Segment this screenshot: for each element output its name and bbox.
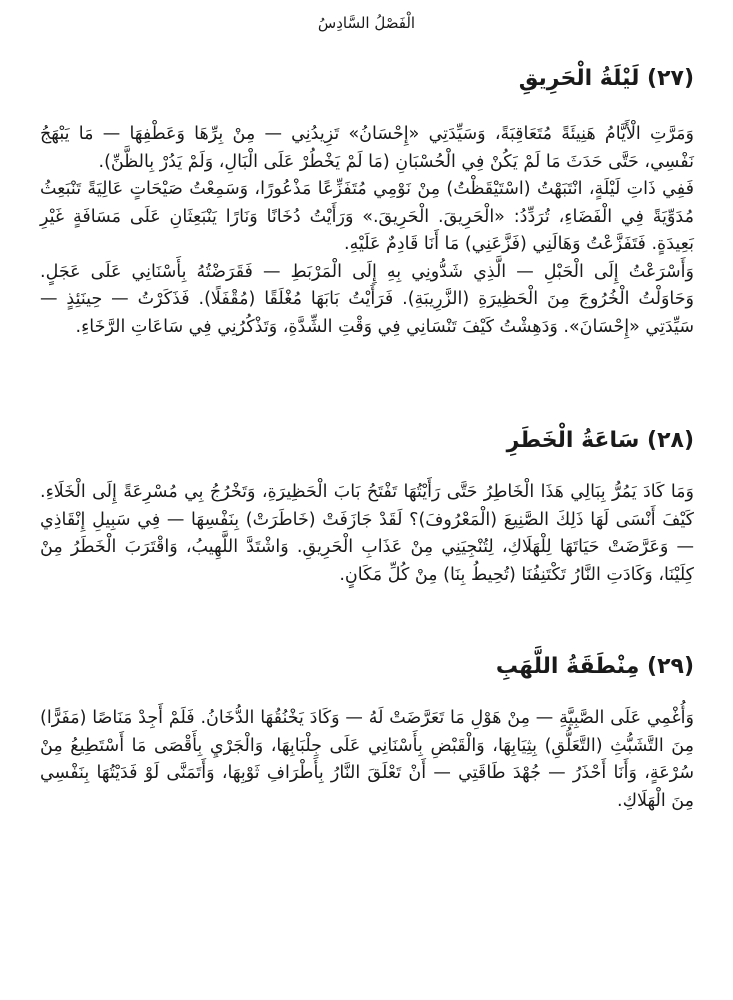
paragraph: فَفِي ذَاتِ لَيْلَةٍ، انْتَبَهْتُ (اسْتَيْقَظْتُ) مِنْ نَوْمِي مُتَفَزِّعًا مَذْعُورًا، وَسَمِعْتُ صَيْحَاتٍ عَالِيَةً تَنْبَعِثُ مُدَوِّيَةً فِي الْفَضَاءِ، تُرَدِّدُ: «الْحَرِيقَ. الْحَرِيقَ.» وَرَأَيْتُ دُخَانًا وَنَارًا يَنْبَعِثَانِ عَلَى مَسَافَةٍ غَيْرِ بَعِيدَةٍ. فَتَفَزَّعْتُ وَهَالَنِي (فَزَّعَنِي) مَا أَنَا قَادِمٌ عَلَيْهِ. [40, 179, 694, 254]
paragraph: وَأُغْمِي عَلَى الصَّبِيَّةِ — مِنْ هَوْلِ مَا تَعَرَّضَتْ لَهُ — وَكَادَ يَخْنُقُهَا الدُّخَانُ. فَلَمْ أَجِدْ مَنَاصًا (مَفَرًّا) مِنَ التَّشَبُّثِ (التَّعَلُّقِ) بِثِيَابِهَا، وَالْقَبْضِ بِأَسْنَانِي عَلَى جِلْبَابِهَا، وَالْجَرْيِ بِأَقْصَى مَا أَسْتَطِيعُ مِنْ سُرْعَةٍ، وَأَنَا أَحْذَرُ — جُهْدَ طَاقَتِي — أَنْ تَعْلَقَ النَّارُ بِأَطْرَافِ ثَوْبِهَا، وَأَتَمَنَّى لَوْ فَدَيْتُهَا بِنَفْسِي مِنَ الْهَلَاكِ. [40, 708, 694, 811]
section-28 [40, 426, 694, 589]
paragraph: وَمَرَّتِ الْأَيَّامُ هَنِيئَةً مُتَعَاقِبَةً، وَسَيِّدَتِي «إِحْسَانُ» تَزِيدُنِي — مِنْ بِرِّهَا وَعَطْفِهَا — مَا يَبْهَجُ نَفْسِي، حَتَّى حَدَثَ مَا لَمْ يَكُنْ فِي الْحُسْبَانِ (مَا لَمْ يَخْطُرْ عَلَى الْبَالِ، وَلَمْ يَدُرْ بِالظَّنِّ). [40, 124, 694, 172]
section-number: (٢٨) [647, 428, 694, 453]
section-number: (٢٧) [647, 66, 694, 91]
section-27 [40, 64, 694, 341]
section-heading [40, 652, 694, 682]
section-number: (٢٩) [647, 654, 694, 679]
section-title: سَاعَةُ الْخَطَرِ [506, 428, 640, 453]
section-title: لَيْلَةُ الْحَرِيقِ [518, 66, 640, 91]
chapter-header: الْفَصْلُ السَّادِسُ [317, 14, 416, 32]
paragraph: وَأَسْرَعْتُ إِلَى الْحَبْلِ — الَّذِي شَدُّونِي بِهِ إِلَى الْمَرْبَطِ — فَقَرَضْتُهُ بِأَسْنَانِي عَلَى عَجَلٍ. وَحَاوَلْتُ الْخُرُوجَ مِنَ الْحَظِيرَةِ (الزَّرِيبَةِ). فَرَأَيْتُ بَابَهَا مُغْلَقًا (مُقْفَلًا). فَذَكَرْتُ — حِينَئِذٍ — سَيِّدَتِي «إِحْسَانَ». وَدَهِشْتُ كَيْفَ تَنْسَانِي فِي وَقْتِ الشِّدَّةِ، وَتَذْكُرُنِي فِي سَاعَاتِ الرَّخَاءِ. [40, 261, 694, 337]
paragraph: وَمَا كَادَ يَمُرُّ بِبَالِي هَذَا الْخَاطِرُ حَتَّى رَأَيْتُهَا تَفْتَحُ بَابَ الْحَظِيرَةِ، وَتَخْرُجُ بِي مُسْرِعَةً إِلَى الْخَلَاءِ. كَيْفَ أَنْسَى لَهَا ذَلِكَ الصَّنِيعَ (الْمَعْرُوفَ)؟ لَقَدْ جَازَفَتْ (خَاطَرَتْ) بِنَفْسِهَا — فِي سَبِيلِ إِنْقَاذِي — وَعَرَّضَتْ حَيَاتَهَا لِلْهَلَاكِ، لِتُنْجِيَنِي مِنْ عَذَابِ الْحَرِيقِ. وَاشْتَدَّ اللَّهِيبُ، وَاقْتَرَبَ الْخَطَرُ مِنْ كِلَيْنَا، وَكَادَتِ النَّارُ تَكْتَنِفُنَا (تُحِيطُ بِنَا) مِنْ كُلِّ مَكَانٍ. [40, 482, 694, 585]
section-heading [40, 64, 694, 94]
section-heading [40, 426, 694, 456]
section-29 [40, 652, 694, 815]
section-title: مِنْطَقَةُ اللَّهَبِ [495, 654, 640, 679]
